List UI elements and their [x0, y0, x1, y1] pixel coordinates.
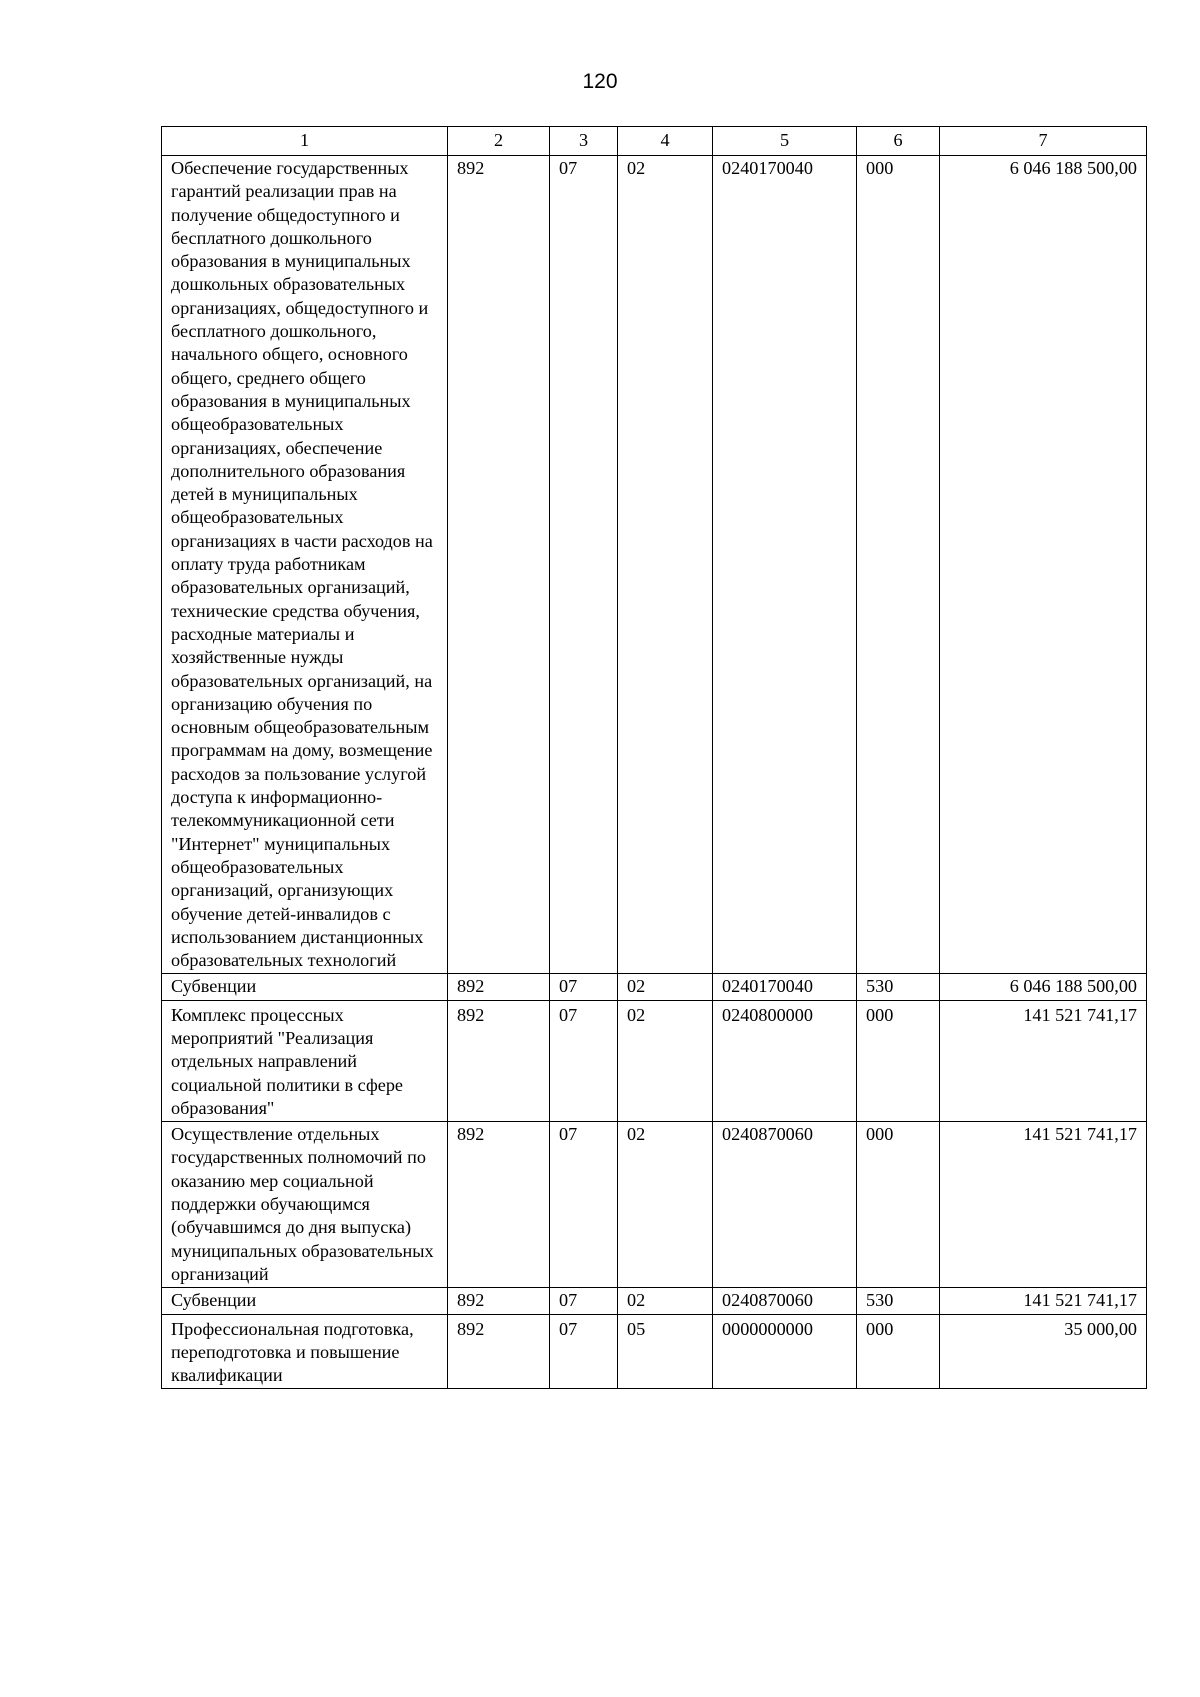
section-code-cell: 07: [550, 1314, 618, 1389]
budget-table: [161, 126, 1147, 1389]
page-number: 120: [582, 70, 618, 93]
target-code-cell: 0240170040: [713, 156, 857, 974]
amount-cell: 141 521 741,17: [940, 1288, 1147, 1314]
column-header-2: 2: [448, 127, 550, 156]
column-header-3: 3: [550, 127, 618, 156]
subsection-code-cell: 02: [618, 1122, 713, 1288]
expense-type-cell: 000: [857, 1000, 940, 1121]
table-row: [162, 1314, 1147, 1389]
ministry-code-cell: 892: [448, 1314, 550, 1389]
expense-type-cell: 000: [857, 1314, 940, 1389]
target-code-cell: 0000000000: [713, 1314, 857, 1389]
subsection-code-cell: 02: [618, 974, 713, 1000]
table-header-row: [162, 127, 1147, 156]
expense-type-cell: 530: [857, 974, 940, 1000]
row-name-cell: Субвенции: [162, 974, 448, 1000]
column-header-5: 5: [713, 127, 857, 156]
column-header-4: 4: [618, 127, 713, 156]
expense-type-cell: 000: [857, 156, 940, 974]
amount-cell: 35 000,00: [940, 1314, 1147, 1389]
table-row: [162, 1288, 1147, 1314]
section-code-cell: 07: [550, 156, 618, 974]
column-header-1: 1: [162, 127, 448, 156]
subsection-code-cell: 02: [618, 1000, 713, 1121]
row-name-cell: Субвенции: [162, 1288, 448, 1314]
section-code-cell: 07: [550, 1000, 618, 1121]
section-code-cell: 07: [550, 974, 618, 1000]
amount-cell: 141 521 741,17: [940, 1122, 1147, 1288]
ministry-code-cell: 892: [448, 1122, 550, 1288]
subsection-code-cell: 05: [618, 1314, 713, 1389]
section-code-cell: 07: [550, 1122, 618, 1288]
target-code-cell: 0240170040: [713, 974, 857, 1000]
expense-type-cell: 000: [857, 1122, 940, 1288]
subsection-code-cell: 02: [618, 156, 713, 974]
row-name-cell: Осуществление отдельных государственных полномочий по оказанию мер социальной поддержки обучающимся (обучавшимся до дня выпуска) муниципальных образовательных организаций: [162, 1122, 448, 1288]
ministry-code-cell: 892: [448, 1288, 550, 1314]
section-code-cell: 07: [550, 1288, 618, 1314]
subsection-code-cell: 02: [618, 1288, 713, 1314]
expense-type-cell: 530: [857, 1288, 940, 1314]
amount-cell: 6 046 188 500,00: [940, 156, 1147, 974]
amount-cell: 6 046 188 500,00: [940, 974, 1147, 1000]
table-row: [162, 1122, 1147, 1288]
ministry-code-cell: 892: [448, 974, 550, 1000]
ministry-code-cell: 892: [448, 1000, 550, 1121]
table-row: [162, 156, 1147, 974]
column-header-7: 7: [940, 127, 1147, 156]
target-code-cell: 0240870060: [713, 1122, 857, 1288]
ministry-code-cell: 892: [448, 156, 550, 974]
target-code-cell: 0240870060: [713, 1288, 857, 1314]
row-name-cell: Комплекс процессных мероприятий "Реализация отдельных направлений социальной политики в сфере образования": [162, 1000, 448, 1121]
target-code-cell: 0240800000: [713, 1000, 857, 1121]
table-row: [162, 1000, 1147, 1121]
column-header-6: 6: [857, 127, 940, 156]
table-row: [162, 974, 1147, 1000]
amount-cell: 141 521 741,17: [940, 1000, 1147, 1121]
row-name-cell: Профессиональная подготовка, переподготовка и повышение квалификации: [162, 1314, 448, 1389]
row-name-cell: Обеспечение государственных гарантий реализации прав на получение общедоступного и бесплатного дошкольного образования в муниципальных дошкольных образовательных организациях, общедоступного и бесплатного дошкольного, начального общего, основного общего, среднего общего образования в муниципальных общеобразовательных организациях, обеспечение дополнительного образования детей в муниципальных общеобразовательных организациях в части расходов на оплату труда работникам образовательных организаций, технические средства обучения, расходные материалы и хозяйственные нужды образовательных организаций, на организацию обучения по основным общеобразовательным программам на дому, возмещение расходов за пользование услугой доступа к информационно-телекоммуникационной сети "Интернет" муниципальных общеобразовательных организаций, организующих обучение детей-инвалидов с использованием дистанционных образовательных технологий: [162, 156, 448, 974]
